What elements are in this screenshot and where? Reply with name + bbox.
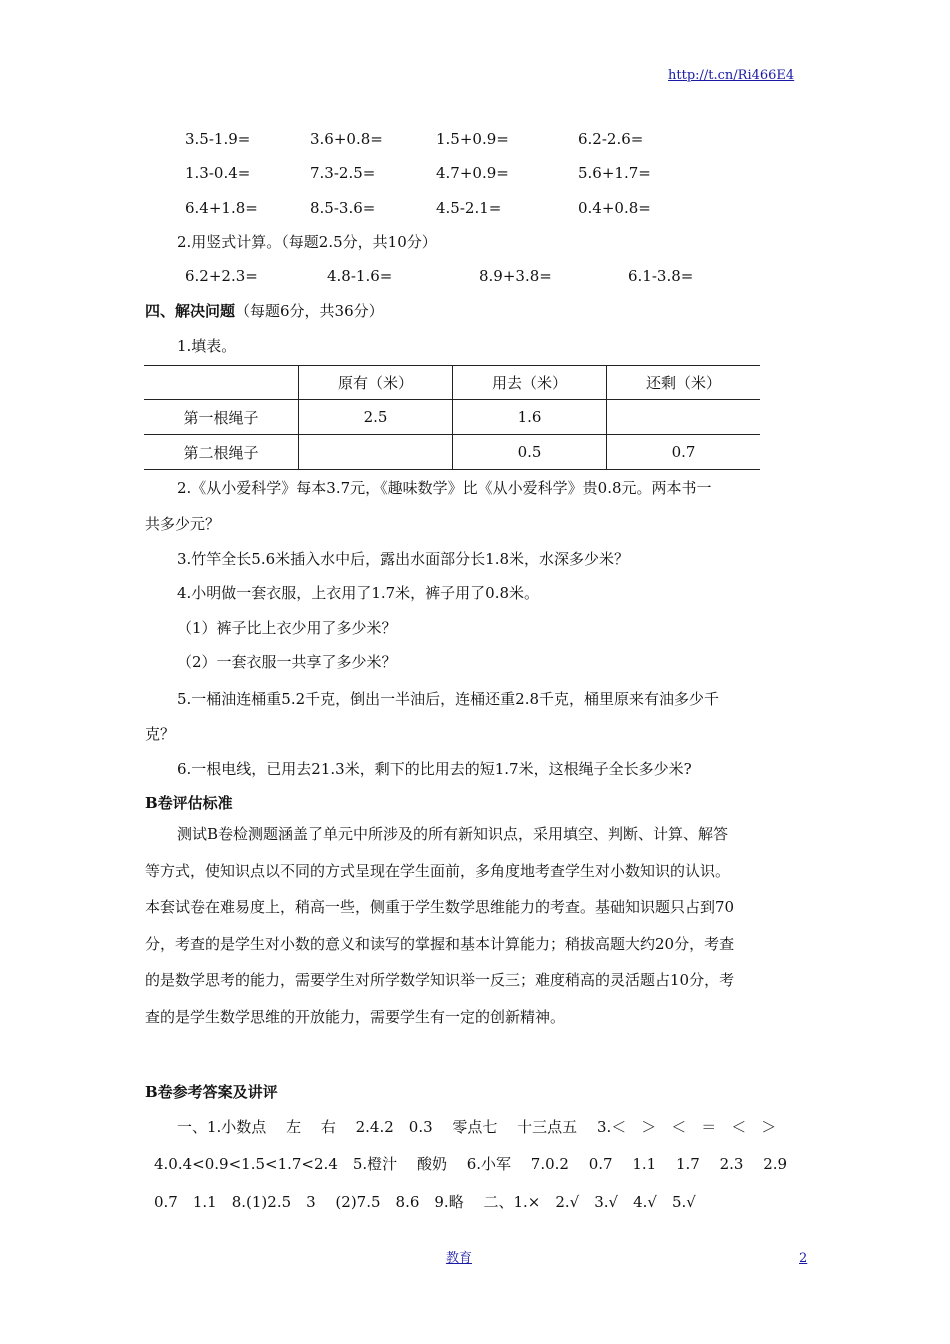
question-4-2: （2）一套衣服一共享了多少米？ (177, 653, 397, 671)
question-4: 4.小明做一套衣服，上衣用了1.7米，裤子用了0.8米。 (177, 584, 540, 602)
question-1: 1.填表。 (177, 337, 237, 355)
evaluation-line: 测试B卷检测题涵盖了单元中所涉及的所有新知识点，采用填空、判断、计算、解答 (177, 825, 729, 843)
answers-title: B卷参考答案及讲评 (145, 1083, 278, 1101)
table-cell: 第一根绳子 (144, 400, 299, 435)
question-4-1: （1）裤子比上衣少用了多少米？ (177, 619, 397, 637)
calc-item: 6.2-2.6= (578, 130, 644, 148)
table-cell (607, 400, 761, 435)
question-2-line-2: 共多少元？ (145, 515, 221, 533)
calc-item: 3.5-1.9= (185, 130, 251, 148)
section4-score: （每题6分，共36分） (235, 302, 384, 320)
calc-item: 0.4+0.8= (578, 199, 651, 217)
question-5-line-1: 5.一桶油连桶重5.2千克，倒出一半油后，连桶还重2.8千克，桶里原来有油多少千 (177, 690, 720, 708)
calc-item: 4.7+0.9= (436, 164, 509, 182)
calc-row-3 (0, 198, 950, 218)
calc-item: 6.4+1.8= (185, 199, 258, 217)
page-number: 2 (799, 1251, 808, 1266)
calc-item: 8.5-3.6= (310, 199, 376, 217)
table-cell (299, 435, 453, 470)
table-header-cell: 还剩（米） (607, 366, 761, 400)
table-header-cell: 原有（米） (299, 366, 453, 400)
calc-item: 1.3-0.4= (185, 164, 251, 182)
table-row (144, 400, 760, 435)
table-cell: 1.6 (453, 400, 607, 435)
calc-item: 7.3-2.5= (310, 164, 376, 182)
evaluation-line: 等方式，使知识点以不同的方式呈现在学生面前，多角度地考查学生对小数知识的认识。 (145, 861, 731, 880)
table-cell: 2.5 (299, 400, 453, 435)
table-row (144, 435, 760, 470)
calc-item: 6.2+2.3= (185, 267, 258, 285)
table-cell: 第二根绳子 (144, 435, 299, 470)
question-3: 3.竹竿全长5.6米插入水中后，露出水面部分长1.8米，水深多少米？ (177, 550, 630, 568)
table-header-cell: 用去（米） (453, 366, 607, 400)
calc-item: 1.5+0.9= (436, 130, 509, 148)
answer-line: 4.0.4<0.9<1.5<1.7<2.4 5.橙汁 酸奶 6.小军 7.0.2 0.7 1.1 1.7 2.3 2.9 (154, 1155, 788, 1173)
table-cell: 0.7 (607, 435, 761, 470)
answer-line: 0.7 1.1 8.(1)2.5 3 (2)7.5 8.6 9.略 二、1.× 2.√ 3.√ 4.√ 5.√ (154, 1193, 696, 1211)
calc-row-1 (0, 129, 950, 149)
evaluation-line: 查的是学生数学思维的开放能力，需要学生有一定的创新精神。 (145, 1007, 566, 1026)
table-header-cell (144, 366, 299, 400)
calc-item: 5.6+1.7= (578, 164, 651, 182)
footer-link[interactable]: 教育 (446, 1251, 473, 1266)
evaluation-line: 本套试卷在难易度上，稍高一些，侧重于学生数学思维能力的考查。基础知识题只占到70 (145, 898, 735, 917)
evaluation-line: 的是数学思考的能力，需要学生对所学数学知识举一反三；难度稍高的灵活题占10分，考 (145, 971, 735, 990)
evaluation-line: 分，考查的是学生对小数的意义和读写的掌握和基本计算能力；稍拔高题大约20分，考查 (145, 934, 735, 953)
vertical-calc-title: 2.用竖式计算。（每题2.5分，共10分） (177, 233, 437, 251)
calc-item: 3.6+0.8= (310, 130, 383, 148)
answer-line: 一、1.小数点 左 右 2.4.2 0.3 零点七 十三点五 3.＜ ＞ ＜ ＝ ＜ ＞ (177, 1118, 777, 1136)
evaluation-paragraph (145, 816, 809, 1036)
section4-title: 四、解决问题 (145, 302, 236, 320)
vertical-calc-row (0, 266, 950, 286)
calc-item: 4.5-2.1= (436, 199, 502, 217)
table-header-row (144, 366, 760, 400)
calc-item: 6.1-3.8= (628, 267, 694, 285)
calc-row-2 (0, 163, 950, 183)
question-6: 6.一根电线，已用去21.3米，剩下的比用去的短1.7米，这根绳子全长多少米? (177, 760, 692, 778)
calc-item: 8.9+3.8= (479, 267, 552, 285)
evaluation-title: B卷评估标准 (145, 794, 233, 812)
fill-table (144, 365, 760, 470)
calc-item: 4.8-1.6= (327, 267, 393, 285)
question-5-line-2: 克？ (145, 725, 176, 743)
question-2-line-1: 2.《从小爱科学》每本3.7元，《趣味数学》比《从小爱科学》贵0.8元。两本书一 (177, 479, 712, 497)
header-link[interactable]: http://t.cn/Ri466E4 (668, 68, 795, 83)
table-cell: 0.5 (453, 435, 607, 470)
section4-heading (145, 301, 384, 321)
